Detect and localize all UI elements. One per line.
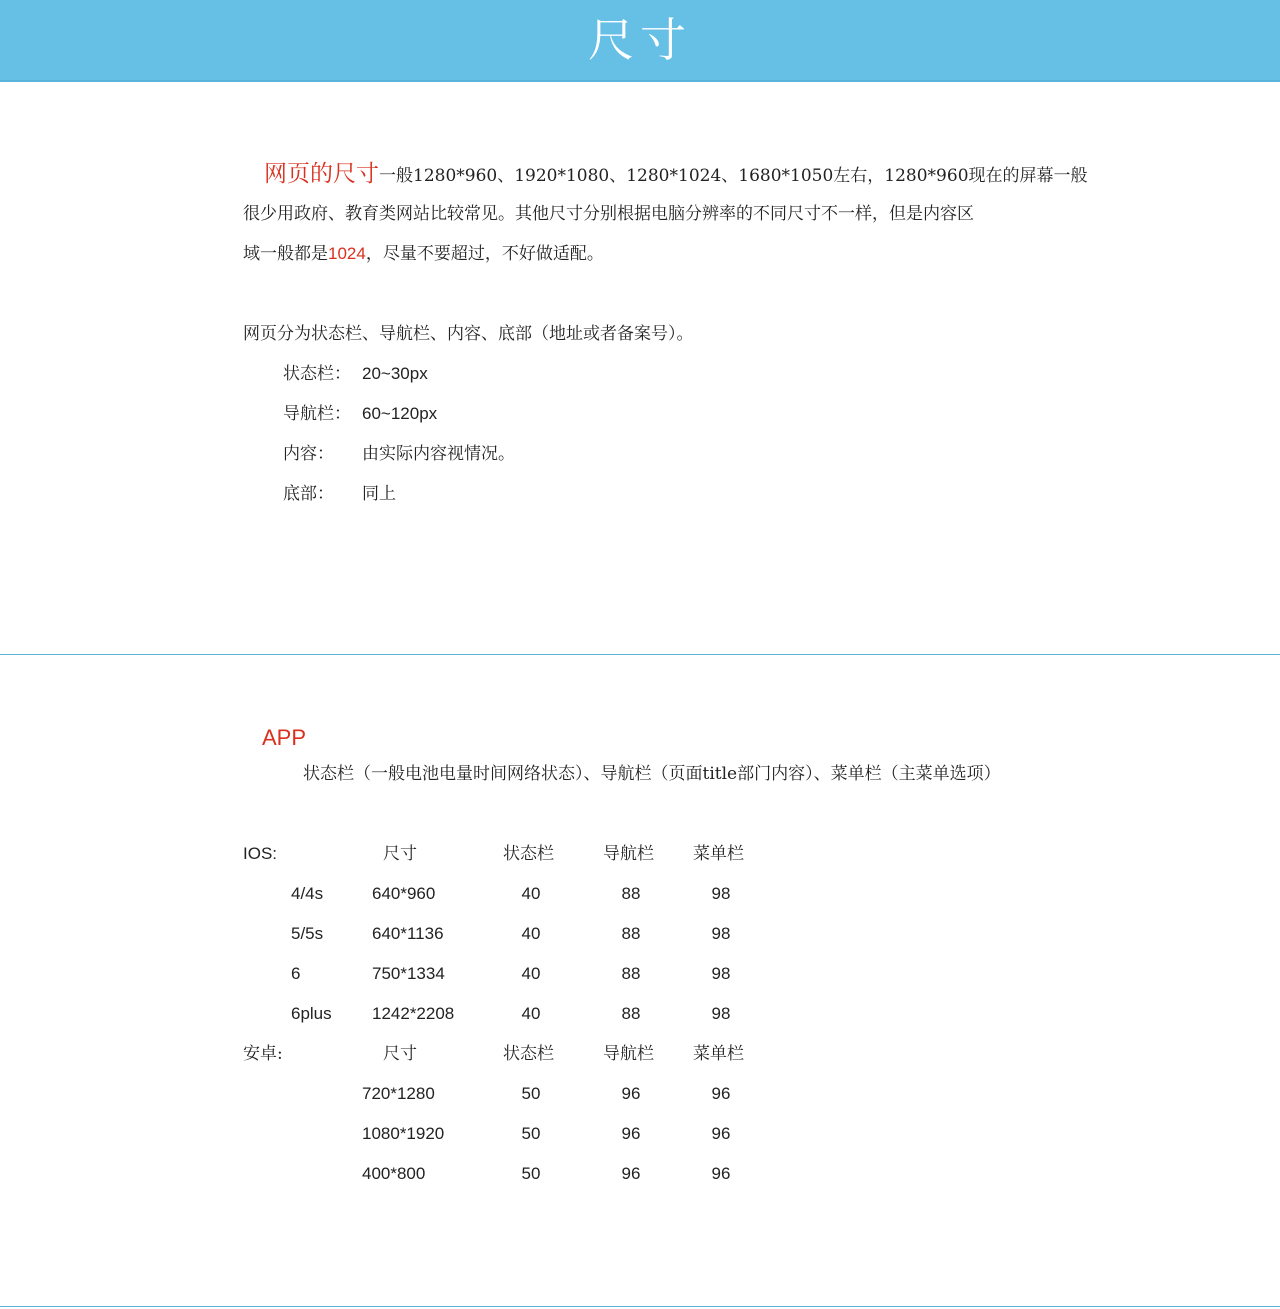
bottom-divider <box>0 1306 1280 1307</box>
ios-header-nav: 导航栏 <box>603 844 654 864</box>
page-title: 尺寸 <box>588 13 692 67</box>
section-label-footer: 底部： <box>283 484 334 504</box>
section-value-content: 由实际内容视情况。 <box>362 444 515 464</box>
web-paragraph-text3b: ，尽量不要超过，不好做适配。 <box>365 244 604 264</box>
android-header-size: 尺寸 <box>383 1044 417 1064</box>
app-description: 状态栏（一般电池电量时间网络状态）、导航栏（页面title部门内容）、菜单栏（主菜单选项） <box>303 764 1001 784</box>
android-row-nav: 96 <box>621 1124 641 1143</box>
header-bar <box>0 0 1280 82</box>
ios-row-nav: 88 <box>621 924 641 943</box>
section-value-nav: 60~120px <box>362 404 438 423</box>
content-width-highlight: 1024 <box>328 244 366 263</box>
section-label-nav: 导航栏： <box>283 404 351 424</box>
ios-row-nav: 88 <box>621 884 641 903</box>
android-row-size: 1080*1920 <box>362 1124 445 1143</box>
android-row-menu: 96 <box>711 1164 731 1183</box>
android-header-status: 状态栏 <box>503 1044 554 1064</box>
web-paragraph-line3 <box>243 242 604 266</box>
ios-row-size: 640*960 <box>372 884 436 903</box>
ios-row-status: 40 <box>521 1004 541 1023</box>
web-paragraph-line1 <box>264 162 1088 188</box>
web-sections-intro: 网页分为状态栏、导航栏、内容、底部（地址或者备案号）。 <box>243 324 694 344</box>
ios-row-size: 750*1334 <box>372 964 445 983</box>
ios-row-status: 40 <box>521 924 541 943</box>
app-heading: APP <box>262 725 307 750</box>
web-paragraph-line2: 很少用政府、教育类网站比较常见。其他尺寸分别根据电脑分辨率的不同尺寸不一样，但是内容区 <box>243 204 974 224</box>
android-row-status: 50 <box>521 1164 541 1183</box>
ios-row-menu: 98 <box>711 924 731 943</box>
ios-row-nav: 88 <box>621 964 641 983</box>
section-divider <box>0 654 1280 655</box>
ios-row-status: 40 <box>521 964 541 983</box>
android-row-status: 50 <box>521 1124 541 1143</box>
ios-row-size: 1242*2208 <box>372 1004 455 1023</box>
section-label-content: 内容： <box>283 444 334 464</box>
ios-header-status: 状态栏 <box>503 844 554 864</box>
ios-header-size: 尺寸 <box>383 844 417 864</box>
ios-row-model: 6 <box>291 964 301 983</box>
web-paragraph-text1: 一般1280*960、1920*1080、1280*1024、1680*1050左右，1280*960现在的屏幕一般 <box>379 166 1088 186</box>
ios-row-model: 5/5s <box>291 924 324 943</box>
section-label-status: 状态栏： <box>283 364 351 384</box>
ios-row-model: 4/4s <box>291 884 324 903</box>
ios-row-model: 6plus <box>291 1004 332 1023</box>
ios-row-status: 40 <box>521 884 541 903</box>
android-row-nav: 96 <box>621 1164 641 1183</box>
ios-label: IOS: <box>243 844 278 863</box>
android-label: 安卓: <box>243 1044 283 1064</box>
ios-row-nav: 88 <box>621 1004 641 1023</box>
ios-row-size: 640*1136 <box>372 924 444 943</box>
android-row-size: 400*800 <box>362 1164 426 1183</box>
web-paragraph-text3a: 域一般都是 <box>243 244 328 264</box>
android-header-nav: 导航栏 <box>603 1044 654 1064</box>
ios-row-menu: 98 <box>711 964 731 983</box>
android-row-menu: 96 <box>711 1084 731 1103</box>
android-header-menu: 菜单栏 <box>693 1044 744 1064</box>
android-row-menu: 96 <box>711 1124 731 1143</box>
web-size-heading: 网页的尺寸 <box>264 161 379 187</box>
ios-row-menu: 98 <box>711 1004 731 1023</box>
android-row-nav: 96 <box>621 1084 641 1103</box>
android-row-size: 720*1280 <box>362 1084 435 1103</box>
android-row-status: 50 <box>521 1084 541 1103</box>
section-value-status: 20~30px <box>362 364 428 383</box>
ios-header-menu: 菜单栏 <box>693 844 744 864</box>
ios-row-menu: 98 <box>711 884 731 903</box>
section-value-footer: 同上 <box>362 484 396 504</box>
